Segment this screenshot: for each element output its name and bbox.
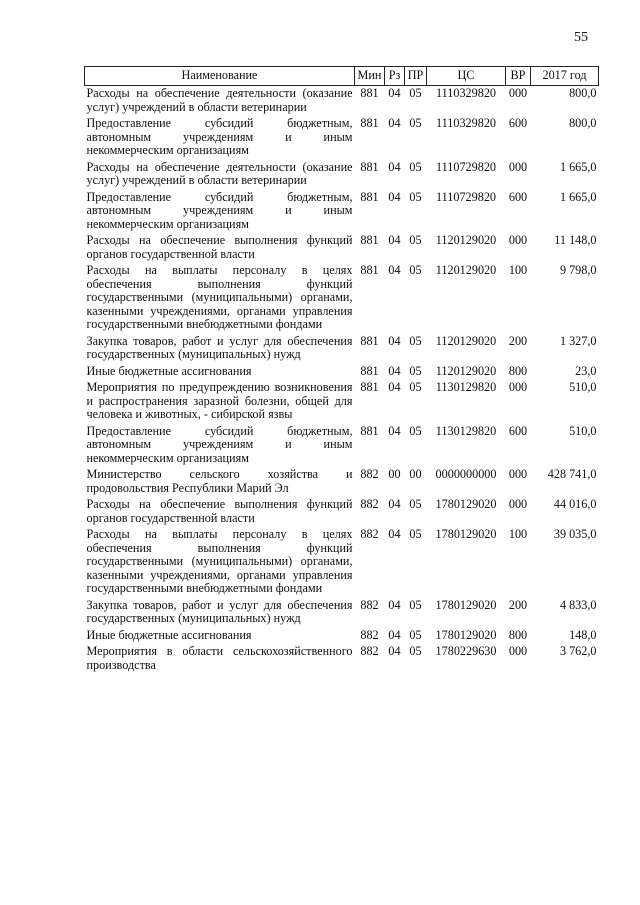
cell-min: 881 <box>360 189 379 204</box>
cell-min: 882 <box>360 627 379 642</box>
cell-amount: 148,0 <box>569 627 597 642</box>
header-name: Наименование <box>85 67 355 86</box>
budget-table <box>84 66 599 674</box>
table-row <box>85 644 599 674</box>
table-row <box>85 424 599 468</box>
cell-vr: 600 <box>508 423 528 438</box>
cell-amount: 510,0 <box>569 380 597 394</box>
table-body <box>85 86 599 675</box>
cell-name: Расходы на обеспечение деятельности (оказание услуг) учреждений в области ветеринарии <box>86 86 353 114</box>
cell-pr: 05 <box>409 627 422 642</box>
header-year: 2017 год <box>531 67 599 86</box>
cell-amount: 23,0 <box>575 363 597 378</box>
table-row <box>85 527 599 598</box>
cell-amount: 1 665,0 <box>559 159 597 174</box>
cell-pr: 05 <box>409 597 422 612</box>
table-row <box>85 467 599 497</box>
cell-name: Мероприятия в области сельскохозяйственного производства <box>86 644 353 672</box>
cell-pr: 05 <box>409 263 422 277</box>
cell-cs: 1110729820 <box>435 189 497 204</box>
table-row <box>85 497 599 527</box>
cell-pr: 05 <box>409 333 422 348</box>
cell-amount: 800,0 <box>569 86 597 100</box>
cell-cs: 1130129820 <box>435 423 497 438</box>
cell-name: Предоставление субсидий бюджетным, автономным учреждениям и иным некоммерческим организациям <box>86 189 353 231</box>
table-row <box>85 334 599 364</box>
cell-vr: 000 <box>508 497 528 511</box>
cell-cs: 1110329820 <box>435 116 497 130</box>
cell-amount: 800,0 <box>569 116 597 130</box>
table-row <box>85 598 599 628</box>
cell-amount: 1 665,0 <box>559 189 597 204</box>
cell-amount: 510,0 <box>569 423 597 438</box>
cell-vr: 200 <box>508 597 528 612</box>
cell-rz: 04 <box>388 159 401 174</box>
cell-min: 882 <box>360 527 379 541</box>
cell-vr: 000 <box>508 159 528 174</box>
cell-amount: 9 798,0 <box>559 263 597 277</box>
cell-name: Расходы на обеспечение выполнения функций органов государственной власти <box>86 497 353 525</box>
cell-cs: 1110729820 <box>435 159 497 174</box>
table-row <box>85 160 599 190</box>
table-row <box>85 116 599 160</box>
cell-amount: 11 148,0 <box>554 233 597 247</box>
cell-pr: 05 <box>409 423 422 438</box>
cell-vr: 600 <box>508 116 528 130</box>
header-min: Мин <box>355 67 385 86</box>
cell-name: Министерство сельского хозяйства и продовольствия Республики Марий Эл <box>86 467 353 495</box>
cell-rz: 04 <box>388 423 401 438</box>
page-number: 55 <box>574 30 588 45</box>
cell-min: 881 <box>360 233 379 247</box>
cell-rz: 04 <box>388 644 401 658</box>
cell-pr: 05 <box>409 527 422 541</box>
cell-cs: 1120129020 <box>435 363 497 378</box>
cell-pr: 05 <box>409 189 422 204</box>
cell-min: 882 <box>360 497 379 511</box>
cell-cs: 1110329820 <box>435 86 497 100</box>
table-row <box>85 190 599 234</box>
cell-min: 881 <box>360 159 379 174</box>
cell-name: Расходы на выплаты персоналу в целях обеспечения выполнения функций государственными (муниципальными) органами, казенными учреждениями, органами управления государственными внебюджетными фондами <box>86 527 353 595</box>
cell-name: Расходы на обеспечение деятельности (оказание услуг) учреждений в области ветеринарии <box>86 159 353 187</box>
table-row <box>85 233 599 263</box>
cell-name: Мероприятия по предупреждению возникновения и распространения заразной болезни, общей для человека и животных, - сибирской язвы <box>86 380 353 421</box>
cell-min: 881 <box>360 363 379 378</box>
cell-vr: 000 <box>508 644 528 658</box>
cell-pr: 05 <box>409 380 422 394</box>
cell-cs: 1780129020 <box>435 597 497 612</box>
cell-min: 881 <box>360 333 379 348</box>
cell-amount: 39 035,0 <box>553 527 597 541</box>
cell-cs: 1780129020 <box>435 627 497 642</box>
cell-name: Иные бюджетные ассигнования <box>86 363 252 378</box>
cell-amount: 428 741,0 <box>547 467 597 481</box>
cell-pr: 05 <box>409 116 422 130</box>
cell-vr: 000 <box>508 233 528 247</box>
cell-cs: 1120129020 <box>435 333 497 348</box>
cell-pr: 05 <box>409 159 422 174</box>
cell-rz: 04 <box>388 189 401 204</box>
cell-vr: 100 <box>508 263 528 277</box>
cell-min: 882 <box>360 467 379 481</box>
cell-pr: 05 <box>409 363 422 378</box>
cell-min: 881 <box>360 116 379 130</box>
cell-rz: 04 <box>388 333 401 348</box>
cell-cs: 1780129020 <box>435 527 497 541</box>
cell-pr: 05 <box>409 233 422 247</box>
cell-vr: 000 <box>508 467 528 481</box>
cell-rz: 04 <box>388 627 401 642</box>
cell-cs: 1780229630 <box>435 644 497 658</box>
table-row <box>85 380 599 424</box>
cell-vr: 100 <box>508 527 528 541</box>
cell-rz: 04 <box>388 263 401 277</box>
table-header-row <box>85 67 599 86</box>
cell-min: 881 <box>360 263 379 277</box>
cell-cs: 1120129020 <box>435 263 497 277</box>
table-row <box>85 364 599 381</box>
cell-name: Расходы на обеспечение выполнения функций органов государственной власти <box>86 233 353 261</box>
table-row <box>85 628 599 645</box>
cell-amount: 3 762,0 <box>559 644 597 658</box>
cell-amount: 4 833,0 <box>559 597 597 612</box>
cell-cs: 1130129820 <box>435 380 497 394</box>
cell-min: 881 <box>360 380 379 394</box>
cell-pr: 00 <box>409 467 422 481</box>
cell-rz: 04 <box>388 233 401 247</box>
cell-vr: 000 <box>508 380 528 394</box>
cell-rz: 00 <box>388 467 401 481</box>
header-pr: ПР <box>405 67 427 86</box>
cell-rz: 04 <box>388 380 401 394</box>
cell-cs: 1120129020 <box>435 233 497 247</box>
cell-name: Закупка товаров, работ и услуг для обеспечения государственных (муниципальных) нужд <box>86 597 353 625</box>
cell-vr: 800 <box>508 627 528 642</box>
cell-cs: 1780129020 <box>435 497 497 511</box>
cell-vr: 600 <box>508 189 528 204</box>
cell-name: Закупка товаров, работ и услуг для обеспечения государственных (муниципальных) нужд <box>86 333 353 361</box>
cell-vr: 200 <box>508 333 528 348</box>
cell-min: 881 <box>360 423 379 438</box>
cell-name: Предоставление субсидий бюджетным, автономным учреждениям и иным некоммерческим организациям <box>86 423 353 465</box>
cell-amount: 1 327,0 <box>559 333 597 348</box>
cell-min: 882 <box>360 644 379 658</box>
cell-cs: 0000000000 <box>435 467 497 481</box>
cell-vr: 800 <box>508 363 528 378</box>
table-row <box>85 86 599 117</box>
cell-rz: 04 <box>388 86 401 100</box>
cell-rz: 04 <box>388 497 401 511</box>
cell-rz: 04 <box>388 363 401 378</box>
cell-name: Предоставление субсидий бюджетным, автономным учреждениям и иным некоммерческим организациям <box>86 116 353 157</box>
cell-rz: 04 <box>388 116 401 130</box>
cell-min: 882 <box>360 597 379 612</box>
cell-amount: 44 016,0 <box>553 497 597 511</box>
header-vr: ВР <box>506 67 531 86</box>
cell-name: Иные бюджетные ассигнования <box>86 627 252 642</box>
cell-pr: 05 <box>409 497 422 511</box>
cell-rz: 04 <box>388 527 401 541</box>
cell-name: Расходы на выплаты персоналу в целях обеспечения выполнения функций государственными (муниципальными) органами, казенными учреждениями, органами управления государственными внебюджетными фондами <box>86 263 353 331</box>
cell-pr: 05 <box>409 86 422 100</box>
cell-vr: 000 <box>508 86 528 100</box>
cell-pr: 05 <box>409 644 422 658</box>
table-row <box>85 263 599 334</box>
cell-min: 881 <box>360 86 379 100</box>
header-cs: ЦС <box>427 67 506 86</box>
header-rz: Рз <box>385 67 405 86</box>
cell-rz: 04 <box>388 597 401 612</box>
